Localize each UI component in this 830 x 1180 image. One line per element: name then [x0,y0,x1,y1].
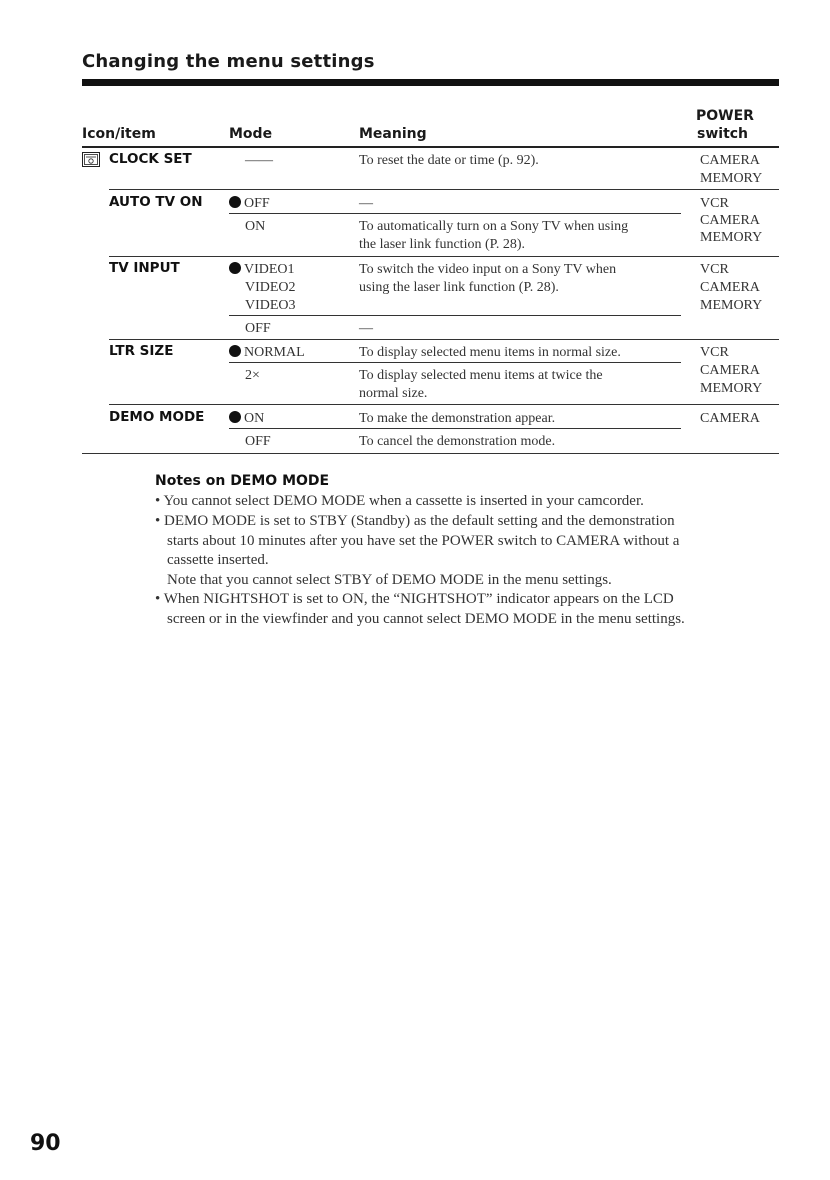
default-dot-icon [229,411,241,423]
sub-rule [229,213,681,214]
tv-input-mode-2: VIDEO3 [245,298,296,313]
demo-mode-mode-1: OFF [245,434,271,449]
ltr-size-meaning-1a: To display selected menu items at twice the [359,368,603,383]
demo-mode-meaning-0: To make the demonstration appear. [359,411,556,426]
row-rule [109,189,779,190]
note-line: cassette inserted. [167,552,269,568]
auto-tv-on-mode-1: ON [245,219,266,234]
sub-rule [229,362,681,363]
row-rule [109,256,779,257]
note-2 [155,512,679,590]
table-bottom-rule [82,453,779,454]
ltr-size-power-1: CAMERA [700,363,760,378]
clock-set-mode: —— [245,153,273,168]
header-mode: Mode [229,126,273,142]
tv-input-power-0: VCR [700,262,729,277]
section-title: Changing the menu settings [82,51,375,72]
auto-tv-on-meaning-1b: the laser link function (P. 28). [359,237,526,252]
ltr-size-mode-0: NORMAL [229,344,305,362]
title-rule [82,79,779,86]
clock-set-power-1: MEMORY [700,171,763,186]
note-line: starts about 10 minutes after you have set the POWER switch to CAMERA without a [167,532,680,549]
header-rule [82,146,779,148]
page-number: 90 [30,1131,61,1156]
ltr-size-mode-1: 2× [245,368,260,383]
tv-input-power-1: CAMERA [700,280,760,295]
header-power-line2: switch [697,126,749,142]
clock-set-meaning: To reset the date or time (p. 92). [359,153,539,168]
item-ltr-size: LTR SIZE [109,343,174,359]
auto-tv-on-meaning-0: — [359,196,373,211]
notes-heading: Notes on DEMO MODE [155,473,330,489]
row-rule [109,339,779,340]
ltr-size-power-2: MEMORY [700,381,763,396]
sub-rule [229,315,681,316]
row-rule [109,404,779,405]
sub-rule [229,428,681,429]
ltr-size-power-0: VCR [700,345,729,360]
ltr-size-meaning-0: To display selected menu items in normal size. [359,345,621,360]
header-icon-item: Icon/item [82,126,156,142]
note-1 [155,492,644,512]
auto-tv-on-meaning-1a: To automatically turn on a Sony TV when using [359,219,629,234]
default-dot-icon [229,262,241,274]
tv-input-meaning-1: — [359,321,373,336]
demo-mode-power-0: CAMERA [700,411,760,426]
auto-tv-on-power-2: MEMORY [700,230,763,245]
note-line: • When NIGHTSHOT is set to ON, the “NIGHTSHOT” indicator appears on the LCD [155,591,674,607]
tv-input-mode-1: VIDEO2 [245,280,296,295]
header-power-line1: POWER [696,108,754,124]
auto-tv-on-mode-0: OFF [229,195,270,213]
clock-set-icon [82,152,100,167]
tv-input-mode-3: OFF [245,321,271,336]
auto-tv-on-power-0: VCR [700,196,729,211]
note-line: • DEMO MODE is set to STBY (Standby) as the default setting and the demonstration [155,513,675,529]
ltr-size-meaning-1b: normal size. [359,386,428,401]
note-line: Note that you cannot select STBY of DEMO MODE in the menu settings. [167,571,612,588]
note-line: • You cannot select DEMO MODE when a cassette is inserted in your camcorder. [155,493,644,509]
note-line: screen or in the viewfinder and you cannot select DEMO MODE in the menu settings. [167,610,685,627]
tv-input-meaning-0a: To switch the video input on a Sony TV when [359,262,617,277]
note-3 [155,590,685,629]
tv-input-power-2: MEMORY [700,298,763,313]
default-dot-icon [229,345,241,357]
tv-input-meaning-0b: using the laser link function (P. 28). [359,280,559,295]
default-dot-icon [229,196,241,208]
item-auto-tv-on: AUTO TV ON [109,194,203,210]
item-tv-input: TV INPUT [109,260,180,276]
tv-input-mode-0: VIDEO1 [229,261,295,279]
clock-set-power-0: CAMERA [700,153,760,168]
demo-mode-meaning-1: To cancel the demonstration mode. [359,434,556,449]
item-demo-mode: DEMO MODE [109,409,205,425]
demo-mode-mode-0: ON [229,410,264,428]
item-clock-set: CLOCK SET [109,151,192,167]
auto-tv-on-power-1: CAMERA [700,213,760,228]
header-meaning: Meaning [359,126,427,142]
